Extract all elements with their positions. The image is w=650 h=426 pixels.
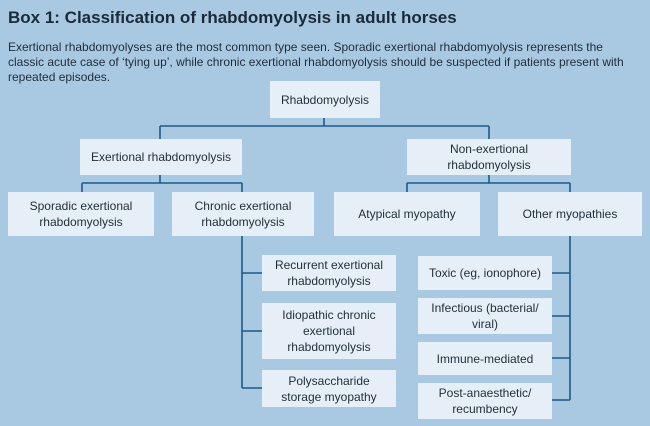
node-rhabdomyolysis: [270, 81, 380, 118]
node-label: Toxic (eg, ionophore): [428, 266, 542, 280]
box-title: Box 1: Classification of rhabdomyolysis in adult horses: [8, 8, 457, 27]
node-label: Chronic exertional rhabdomyolysis: [194, 199, 292, 229]
node-exertional: [80, 139, 242, 175]
node-label: Rhabdomyolysis: [280, 92, 370, 107]
node-label: Other myopathies: [522, 207, 618, 221]
node-infectious: [418, 298, 552, 334]
node-label: Immune-mediated: [436, 351, 534, 366]
node-non-exertional: [407, 139, 571, 175]
node-recurrent: [262, 255, 396, 291]
node-label: Non-exertional rhabdomyolysis: [447, 142, 531, 172]
node-label: Recurrent exertional rhabdomyolysis: [274, 258, 384, 288]
node-sporadic: [8, 192, 154, 236]
node-label: Infectious (bacterial/ viral): [431, 301, 539, 331]
node-label: Polysaccharide storage myopathy: [281, 373, 377, 404]
node-chronic: [172, 192, 314, 236]
node-label: Exertional rhabdomyolysis: [90, 150, 232, 164]
intro-paragraph: Exertional rhabdomyolyses are the most common type seen. Sporadic exertional rhabdomyolysis represents the classic acute case of ‘tying up’, while chronic exertional rhabdomyolysis should be suspected if patients present with repeated episodes.: [8, 40, 624, 84]
node-atypical: [334, 192, 480, 236]
node-label: Sporadic exertional rhabdomyolysis: [29, 199, 133, 229]
node-label: Post-anaesthetic/ recumbency: [438, 386, 532, 416]
node-toxic: [418, 256, 552, 290]
node-label: Idiopathic chronic exertional rhabdomyolysis: [282, 308, 376, 354]
node-other-myopathies: [498, 192, 642, 236]
node-polysaccharide: [262, 370, 396, 407]
node-post-anaesthetic: [418, 383, 552, 419]
node-label: Atypical myopathy: [358, 207, 456, 221]
node-idiopathic: [262, 303, 396, 359]
node-immune: [418, 342, 552, 375]
